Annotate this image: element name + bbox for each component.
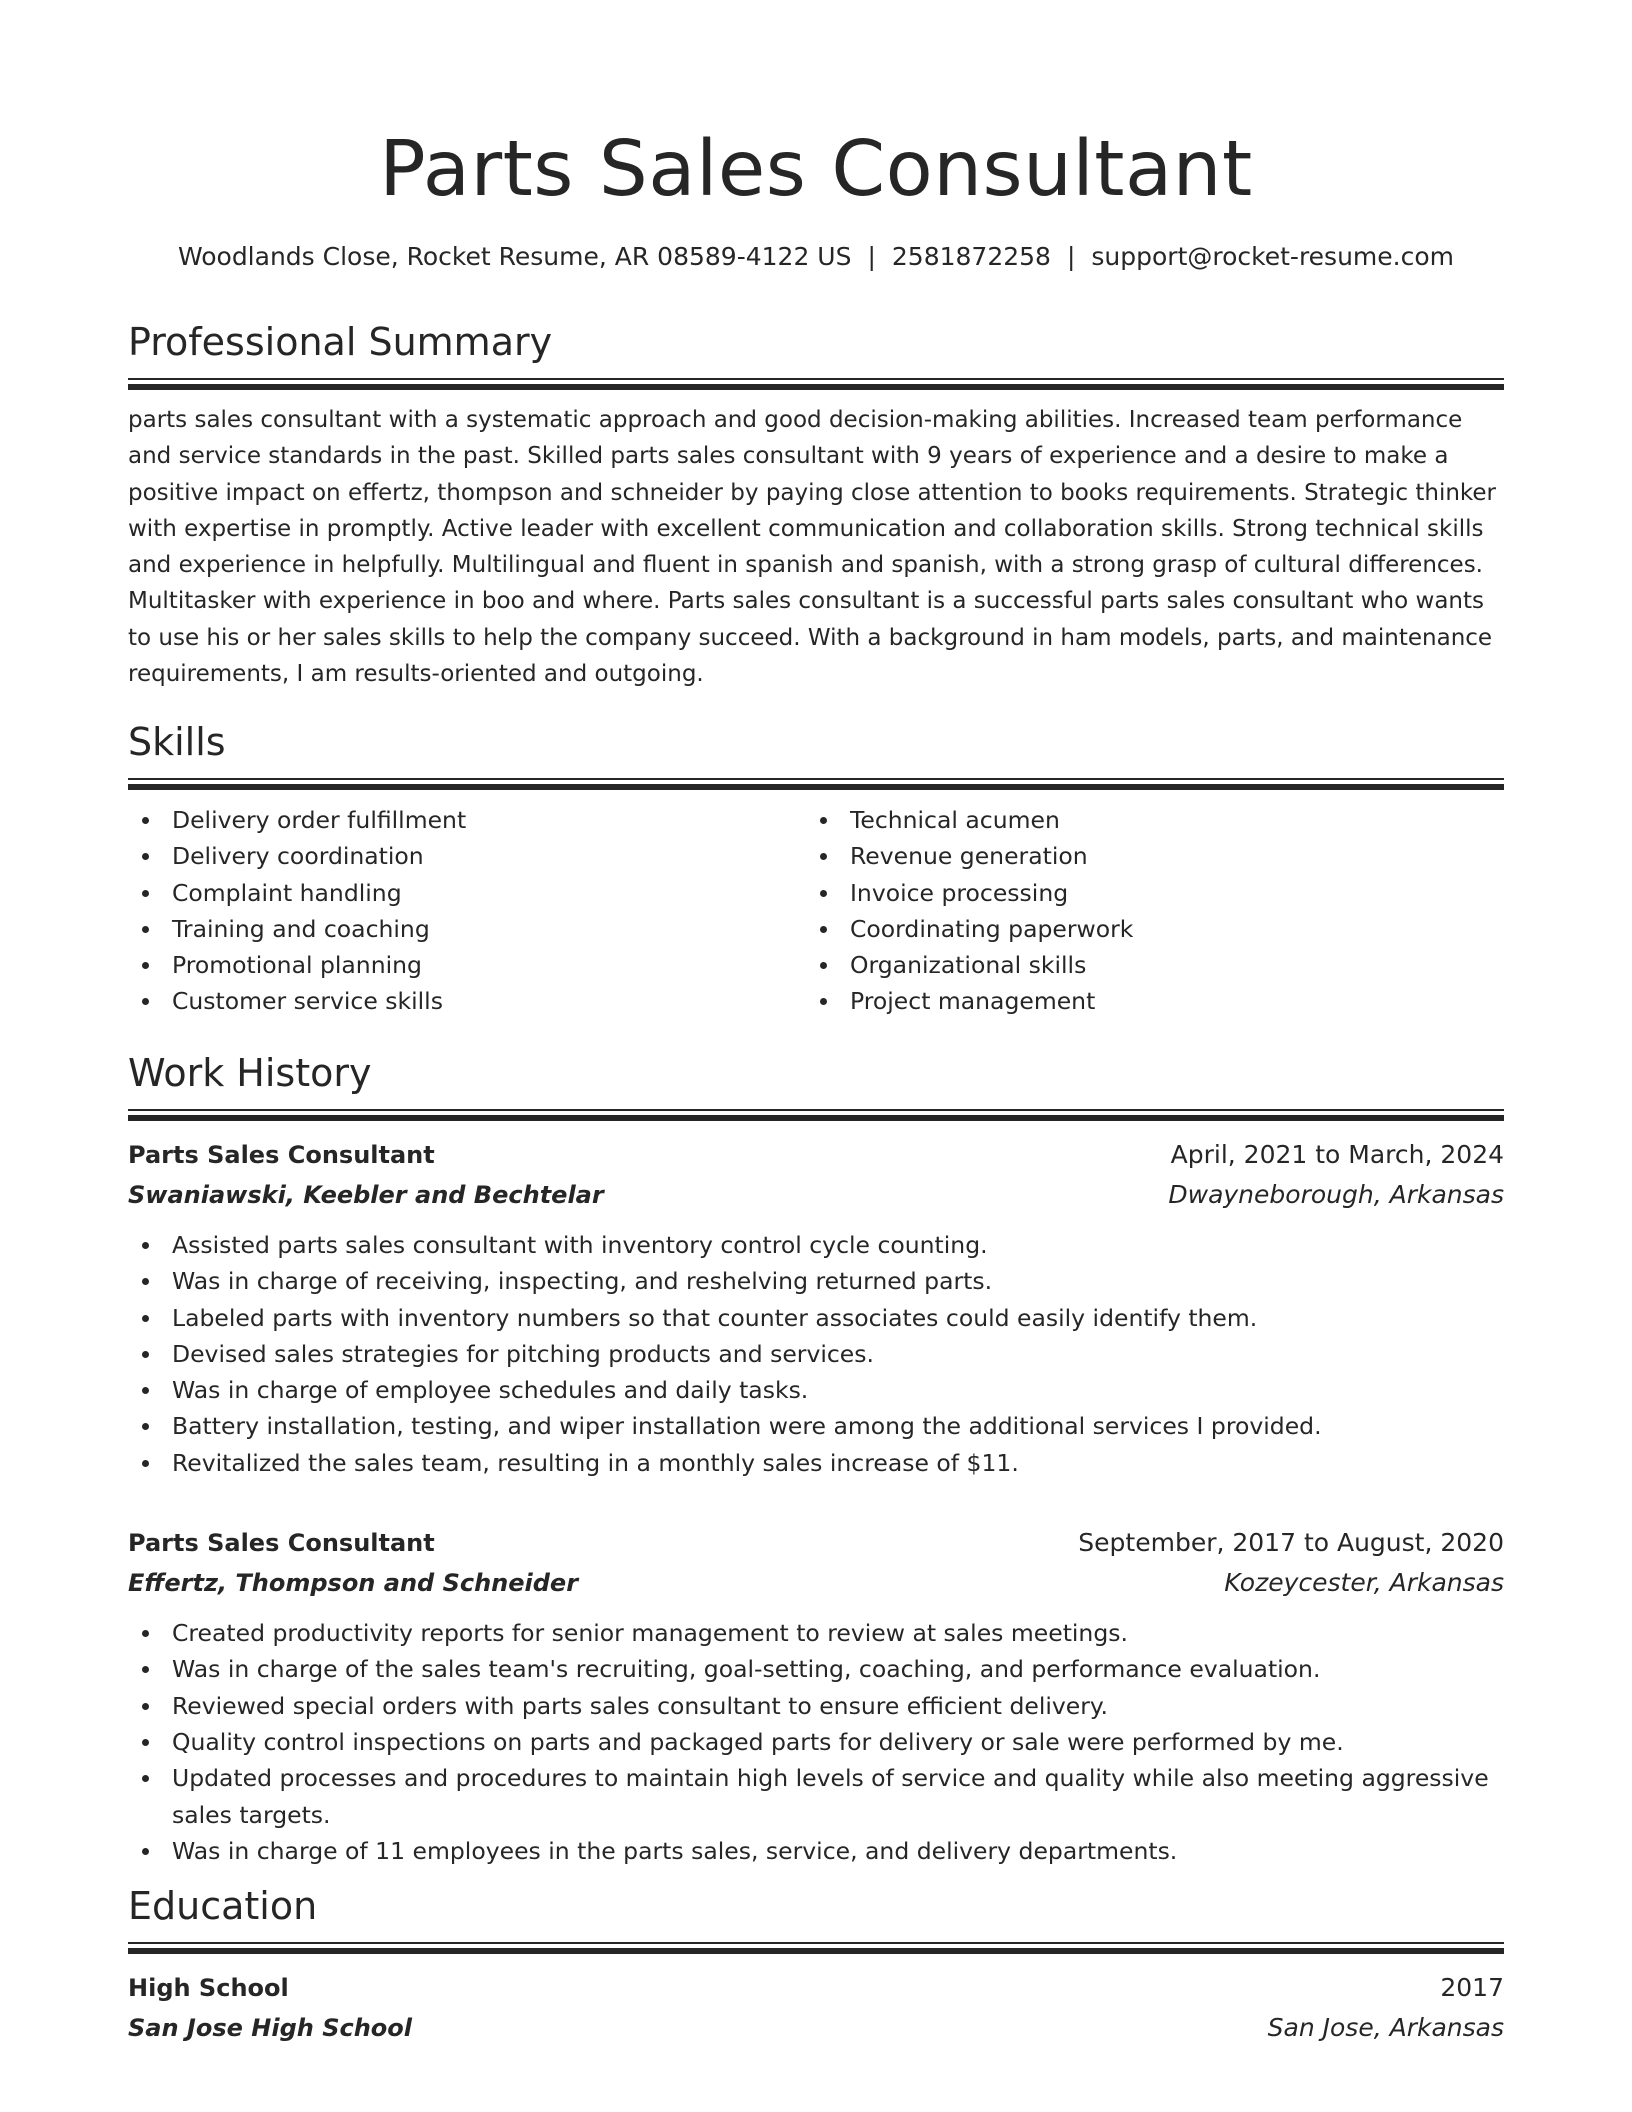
skill-item: Invoice processing [806,875,1484,911]
contact-address: Woodlands Close, Rocket Resume, AR 08589-4122 US [177,242,852,271]
section-divider [128,778,1504,790]
summary-heading: Professional Summary [128,320,553,364]
job-bullet: Assisted parts sales consultant with inventory control cycle counting. [128,1227,1504,1263]
skill-item: Technical acumen [806,802,1484,838]
education-section [128,1882,1504,2048]
skills-section [128,718,1504,1020]
job-employer: Swaniawski, Keebler and Bechtelar [128,1181,604,1209]
education-school: San Jose High School [128,2014,412,2042]
skill-item: Revenue generation [806,838,1484,874]
job-dates: April, 2021 to March, 2024 [1170,1140,1504,1169]
education-location: San Jose, Arkansas [1267,2013,1504,2042]
job-bullet: Updated processes and procedures to maintain high levels of service and quality while also meeting aggressive sales targets. [128,1760,1504,1833]
job-location: Dwayneborough, Arkansas [1168,1180,1504,1209]
job-bullet: Labeled parts with inventory numbers so that counter associates could easily identify them. [128,1300,1504,1336]
job-bullets [128,1227,1504,1481]
job-location: Kozeycester, Arkansas [1224,1568,1504,1598]
skill-item: Coordinating paperwork [806,911,1484,947]
work-history-section [128,1049,1504,1869]
education-heading: Education [128,1884,318,1928]
skill-item: Complaint handling [128,875,806,911]
skills-grid [128,802,1504,1020]
section-divider [128,1109,1504,1121]
job-bullet: Was in charge of 11 employees in the parts sales, service, and delivery departments. [128,1833,1504,1869]
job-bullet: Devised sales strategies for pitching products and services. [128,1336,1504,1372]
work-history-heading: Work History [128,1051,372,1095]
job-title: Parts Sales Consultant [128,1529,435,1558]
job-bullet: Battery installation, testing, and wiper installation were among the additional services I provided. [128,1408,1504,1444]
section-divider [128,1942,1504,1954]
education-year: 2017 [1440,1973,1504,2002]
job-bullet: Revitalized the sales team, resulting in a monthly sales increase of $11. [128,1445,1504,1481]
job-bullet: Was in charge of receiving, inspecting, and reshelving returned parts. [128,1263,1504,1299]
job-bullet: Reviewed special orders with parts sales consultant to ensure efficient delivery. [128,1688,1504,1724]
skill-item: Training and coaching [128,911,806,947]
summary-section [128,318,1504,692]
skill-item: Organizational skills [806,947,1484,983]
contact-separator: | [1066,242,1076,271]
resume-name: Parts Sales Consultant [379,125,1253,214]
contact-line [68,240,1564,274]
job-bullet: Quality control inspections on parts and packaged parts for delivery or sale were performed by me. [128,1724,1504,1760]
skill-item: Delivery coordination [128,838,806,874]
job-title: Parts Sales Consultant [128,1141,435,1169]
skills-heading: Skills [128,720,226,764]
education-entry [128,1968,1504,2048]
job-bullets [128,1615,1504,1869]
job-bullet: Was in charge of the sales team's recruiting, goal-setting, coaching, and performance evaluation. [128,1651,1504,1687]
contact-email: support@rocket-resume.com [1091,242,1455,271]
section-divider [128,378,1504,390]
job-bullet: Was in charge of employee schedules and daily tasks. [128,1372,1504,1408]
skill-item: Customer service skills [128,983,806,1019]
contact-phone: 2581872258 [891,242,1051,271]
skill-item: Promotional planning [128,947,806,983]
skill-item: Delivery order fulfillment [128,802,806,838]
job-entry [128,1135,1504,1481]
skills-column-left [128,802,806,1020]
summary-text: parts sales consultant with a systematic approach and good decision-making abilities. Increased team performance and service standards in the past. Skilled parts sales consultant with 9 years of experience and a desire to make a positive impact on effertz, thompson and schneider by paying close attention to books requirements. Strategic thinker with expertise in promptly. Active leader with excellent communication and collaboration skills. Strong technical skills and experience in helpfully. Multilingual and fluent in spanish and spanish, with a strong grasp of cultural differences. Multitasker with experience in boo and where. Parts sales consultant is a successful parts sales consultant who wants to use his or her sales skills to help the company succeed. With a background in ham models, parts, and maintenance requirements, I am results-oriented and outgoing. [128,407,1497,688]
job-bullet: Created productivity reports for senior management to review at sales meetings. [128,1615,1504,1651]
skill-item: Project management [806,983,1484,1019]
education-degree: High School [128,1974,289,2002]
job-entry [128,1523,1504,1869]
job-employer: Effertz, Thompson and Schneider [128,1569,579,1598]
skills-column-right [806,802,1484,1020]
contact-separator: | [867,242,876,271]
job-dates: September, 2017 to August, 2020 [1078,1528,1504,1558]
